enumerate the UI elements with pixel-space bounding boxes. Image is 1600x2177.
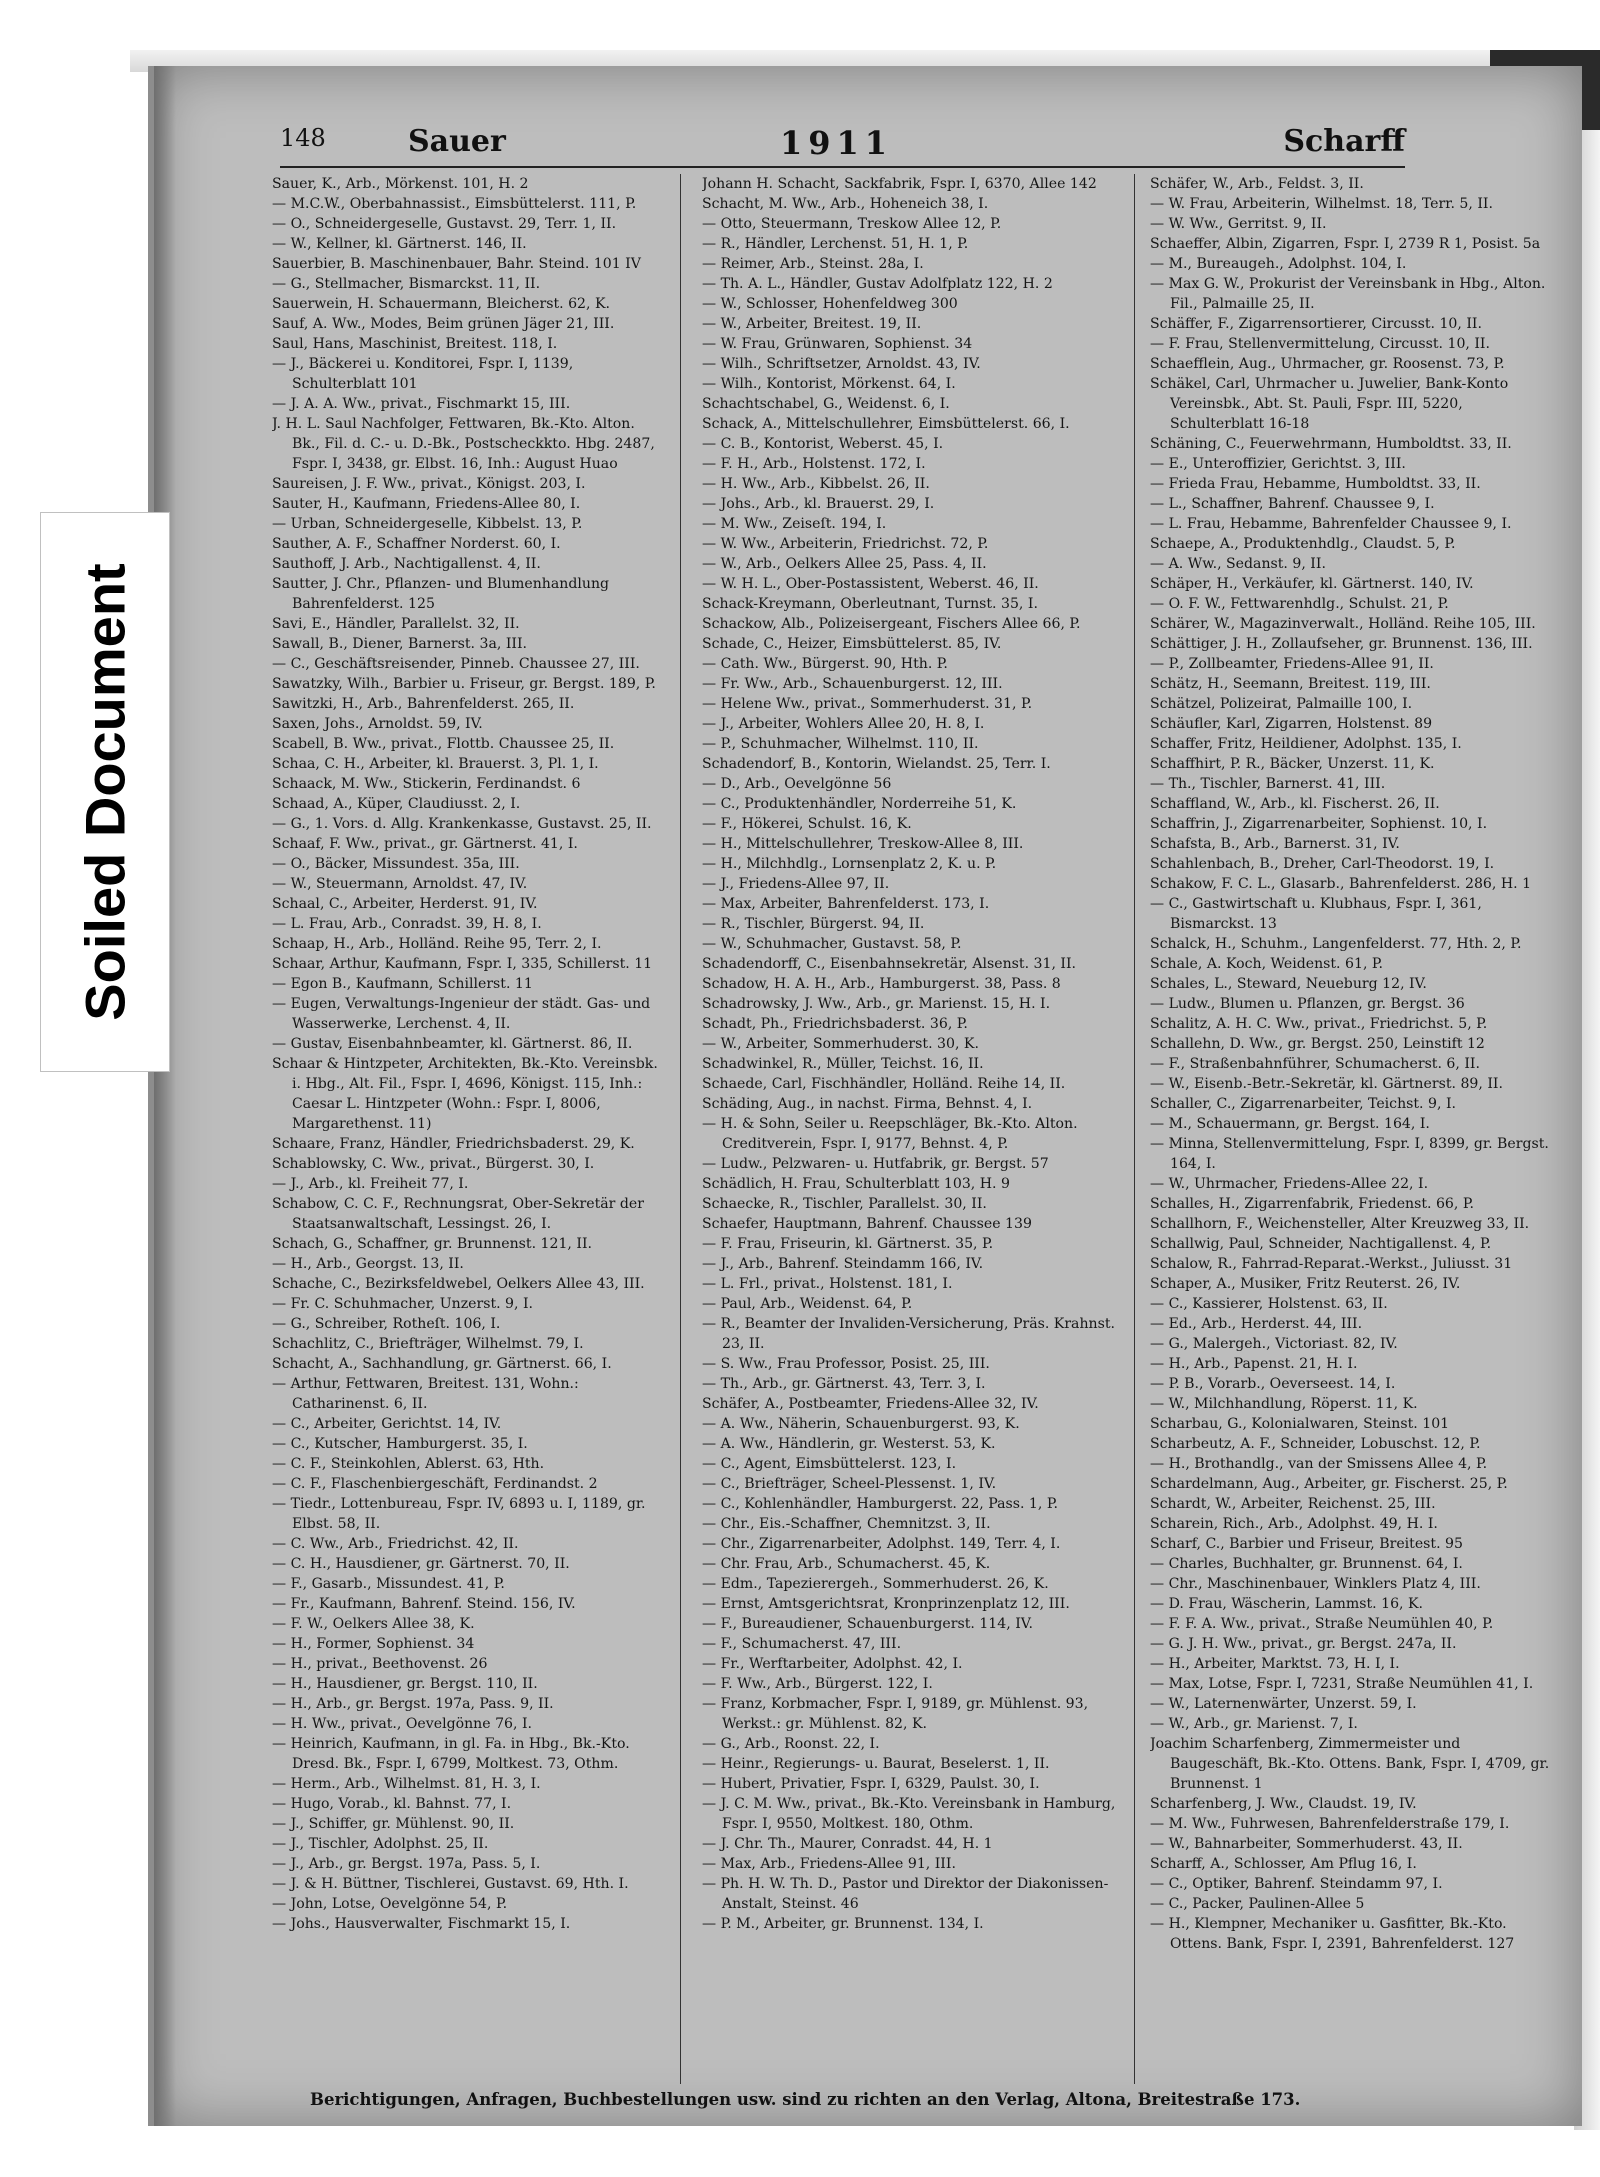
directory-entry: — L. Frl., privat., Holstenst. 181, I.: [702, 1276, 953, 1292]
directory-entry: Schaaf, F. Ww., privat., gr. Gärtnerst. 41, I.: [272, 836, 578, 852]
directory-entry: Schale, A. Koch, Weidenst. 61, P.: [1150, 956, 1384, 972]
directory-entry: — A. Ww., Sedanst. 9, II.: [1150, 556, 1326, 572]
directory-entry: Schalck, H., Schuhm., Langenfelderst. 77, Hth. 2, P.: [1150, 936, 1522, 952]
directory-entry: — H. Ww., Arb., Kibbelst. 26, II.: [702, 476, 930, 492]
directory-entry: Schakow, F. C. L., Glasarb., Bahrenfelderst. 286, H. 1: [1150, 876, 1532, 892]
directory-entry: Schalles, H., Zigarrenfabrik, Friedenst. 66, P.: [1150, 1196, 1474, 1212]
directory-entry: — W. Frau, Grünwaren, Sophienst. 34: [702, 336, 973, 352]
directory-entry: Schaller, C., Zigarrenarbeiter, Teichst. 9, I.: [1150, 1096, 1456, 1112]
directory-entry: Schaffer, Fritz, Heildiener, Adolphst. 135, I.: [1150, 736, 1462, 752]
directory-entry: — Paul, Arb., Weidenst. 64, P.: [702, 1296, 913, 1312]
directory-entry: Schabow, C. C. F., Rechnungsrat, Ober-Sekretär der Staatsanwaltschaft, Lessingst. 26, I.: [272, 1196, 644, 1232]
directory-entry: — A. Ww., Händlerin, gr. Westerst. 53, K.: [702, 1436, 996, 1452]
directory-entry: Schafsta, B., Arb., Barnerst. 31, IV.: [1150, 836, 1400, 852]
directory-entry: Schaper, A., Musiker, Fritz Reuterst. 26, IV.: [1150, 1276, 1461, 1292]
directory-entry: Schachlitz, C., Briefträger, Wilhelmst. 79, I.: [272, 1336, 584, 1352]
directory-entry: — M. Ww., Zeiseſt. 194, I.: [702, 516, 887, 532]
directory-entry: — F. F. A. Ww., privat., Straße Neumühlen 40, P.: [1150, 1616, 1494, 1632]
directory-entry: Joachim Scharfenberg, Zimmermeister und Baugeschäft, Bk.-Kto. Ottens. Bank, Fspr. I, 4709, gr. Brunnenst. 1: [1150, 1736, 1550, 1792]
column-divider: [680, 174, 681, 2084]
directory-entry: Scharein, Rich., Arb., Adolphst. 49, H. I.: [1150, 1516, 1438, 1532]
directory-entry: — C., Kohlenhändler, Hamburgerst. 22, Pass. 1, P.: [702, 1496, 1058, 1512]
directory-entry: Sauerwein, H. Schauermann, Bleicherst. 62, K.: [272, 296, 610, 312]
page-number: 148: [280, 124, 326, 152]
directory-entry: — E., Unteroffizier, Gerichtst. 3, III.: [1150, 456, 1406, 472]
directory-entry: — L. Frau, Hebamme, Bahrenfelder Chaussee 9, I.: [1150, 516, 1512, 532]
directory-entry: — Tiedr., Lottenbureau, Fspr. IV, 6893 u. I, 1189, gr. Elbst. 58, II.: [272, 1496, 646, 1532]
directory-entry: Schablowsky, C. Ww., privat., Bürgerst. 30, I.: [272, 1156, 595, 1172]
directory-entry: — C. H., Hausdiener, gr. Gärtnerst. 70, II.: [272, 1556, 570, 1572]
directory-entry: — Max, Lotse, Fspr. I, 7231, Straße Neumühlen 41, I.: [1150, 1676, 1534, 1692]
directory-entry: — G., 1. Vors. d. Allg. Krankenkasse, Gustavst. 25, II.: [272, 816, 652, 832]
directory-entry: Schaad, A., Küper, Claudiusst. 2, I.: [272, 796, 521, 812]
directory-entry: — W., Arbeiter, Breitest. 19, II.: [702, 316, 922, 332]
directory-entry: — G., Arb., Roonst. 22, I.: [702, 1736, 880, 1752]
directory-entry: — W., Laternenwärter, Unzerst. 59, I.: [1150, 1696, 1417, 1712]
directory-entry: Schade, C., Heizer, Eimsbüttelerst. 85, IV.: [702, 636, 1002, 652]
directory-entry: Schadow, H. A. H., Arb., Hamburgerst. 38, Pass. 8: [702, 976, 1061, 992]
directory-entry: Schaeffer, Albin, Zigarren, Fspr. I, 2739 R 1, Posist. 5a: [1150, 236, 1541, 252]
directory-entry: — H. & Sohn, Seiler u. Reepschläger, Bk.-Kto. Alton. Creditverein, Fspr. I, 9177, Behnst. 4, P.: [702, 1116, 1078, 1152]
directory-entry: Schaffhirt, P. R., Bäcker, Unzerst. 11, K.: [1150, 756, 1435, 772]
directory-entry: — R., Beamter der Invaliden-Versicherung, Präs. Krahnst. 23, II.: [702, 1316, 1115, 1352]
directory-entry: Schallehn, D. Ww., gr. Bergst. 250, Leinstift 12: [1150, 1036, 1485, 1052]
directory-entry: Schalitz, A. H. C. Ww., privat., Friedrichst. 5, P.: [1150, 1016, 1488, 1032]
directory-entry: — C., Produktenhändler, Norderreihe 51, K.: [702, 796, 1017, 812]
directory-entry: Scharfenberg, J. Ww., Claudst. 19, IV.: [1150, 1796, 1417, 1812]
directory-entry: Schach, G., Schaffner, gr. Brunnenst. 121, II.: [272, 1236, 593, 1252]
directory-entry: — Charles, Buchhalter, gr. Brunnenst. 64, I.: [1150, 1556, 1463, 1572]
directory-entry: Schallhorn, F., Weichensteller, Alter Kreuzweg 33, II.: [1150, 1216, 1530, 1232]
directory-entry: — F., Bureaudiener, Schauenburgerst. 114, IV.: [702, 1616, 1033, 1632]
directory-entry: Schadt, Ph., Friedrichsbaderst. 36, P.: [702, 1016, 968, 1032]
directory-entry: — H., Hausdiener, gr. Bergst. 110, II.: [272, 1676, 538, 1692]
directory-entry: — G. J. H. Ww., privat., gr. Bergst. 247a, II.: [1150, 1636, 1457, 1652]
directory-entry: — O., Bäcker, Missundest. 35a, III.: [272, 856, 520, 872]
directory-entry: — Egon B., Kaufmann, Schillerst. 11: [272, 976, 533, 992]
directory-entry: — W., Milchhandlung, Röperst. 11, K.: [1150, 1396, 1418, 1412]
directory-entry: Schaack, M. Ww., Stickerin, Ferdinandst. 6: [272, 776, 581, 792]
directory-entry: Scabell, B. Ww., privat., Flottb. Chaussee 25, II.: [272, 736, 615, 752]
directory-entry: — M.C.W., Oberbahnassist., Eimsbüttelerst. 111, P.: [272, 196, 637, 212]
directory-entry: Schäper, H., Verkäufer, kl. Gärtnerst. 140, IV.: [1150, 576, 1474, 592]
directory-entry: — Herm., Arb., Wilhelmst. 81, H. 3, I.: [272, 1776, 541, 1792]
directory-entry: — H., Former, Sophienst. 34: [272, 1636, 475, 1652]
directory-entry: Schalow, R., Fahrrad-Reparat.-Werkst., Juliusst. 31: [1150, 1256, 1513, 1272]
publisher-notice: Berichtigungen, Anfragen, Buchbestellungen usw. sind zu richten an den Verlag, Altona, Breitestraße 173.: [310, 2090, 1301, 2109]
directory-entry: — G., Malergeh., Victoriast. 82, IV.: [1150, 1336, 1398, 1352]
header-first-name: Sauer: [408, 124, 506, 159]
directory-entry: Schaepe, A., Produktenhdlg., Claudst. 5, P.: [1150, 536, 1456, 552]
directory-entry: Schaal, C., Arbeiter, Herderst. 91, IV.: [272, 896, 538, 912]
directory-entry: — Th., Arb., gr. Gärtnerst. 43, Terr. 3, I.: [702, 1376, 986, 1392]
directory-entry: Schäfer, A., Postbeamter, Friedens-Allee 32, IV.: [702, 1396, 1039, 1412]
directory-entry: — W., Uhrmacher, Friedens-Allee 22, I.: [1150, 1176, 1429, 1192]
directory-entry: Sawatzky, Wilh., Barbier u. Friseur, gr. Bergst. 189, P.: [272, 676, 656, 692]
directory-entry: — Chr. Frau, Arb., Schumacherst. 45, K.: [702, 1556, 991, 1572]
directory-entry: — F., Schumacherst. 47, III.: [702, 1636, 902, 1652]
directory-entry: — M., Bureaugeh., Adolphst. 104, I.: [1150, 256, 1407, 272]
directory-entry: — J. Chr. Th., Maurer, Conradst. 44, H. 1: [702, 1836, 993, 1852]
directory-entry: Savi, E., Händler, Parallelst. 32, II.: [272, 616, 520, 632]
directory-entry: — W. Ww., Arbeiterin, Friedrichst. 72, P.: [702, 536, 989, 552]
directory-entry: — F. Frau, Friseurin, kl. Gärtnerst. 35, P.: [702, 1236, 994, 1252]
directory-entry: — J., Friedens-Allee 97, II.: [702, 876, 890, 892]
directory-entry: Schackow, Alb., Polizeisergeant, Fischers Allee 66, P.: [702, 616, 1081, 632]
directory-entry: — W., Steuermann, Arnoldst. 47, IV.: [272, 876, 528, 892]
page-header: [280, 118, 1405, 168]
directory-entry: — C., Agent, Eimsbüttelerst. 123, I.: [702, 1456, 957, 1472]
directory-entry: — J., Tischler, Adolphst. 25, II.: [272, 1836, 489, 1852]
directory-entry: Schachtschabel, G., Weidenst. 6, I.: [702, 396, 950, 412]
directory-entry: Scharff, A., Schlosser, Am Pflug 16, I.: [1150, 1856, 1417, 1872]
directory-entry: — Wilh., Kontorist, Mörkenst. 64, I.: [702, 376, 956, 392]
directory-entry: — D., Arb., Oevelgönne 56: [702, 776, 892, 792]
directory-entry: — Johs., Arb., kl. Brauerst. 29, I.: [702, 496, 935, 512]
directory-entry: — J., Bäckerei u. Konditorei, Fspr. I, 1139, Schulterblatt 101: [272, 356, 574, 392]
directory-entry: — G., Schreiber, Rotheſt. 106, I.: [272, 1316, 501, 1332]
directory-entry: — M., Schauermann, gr. Bergst. 164, I.: [1150, 1116, 1430, 1132]
directory-entry: Sautter, J. Chr., Pflanzen- und Blumenhandlung Bahrenfelderst. 125: [272, 576, 610, 612]
directory-entry: Sauter, H., Kaufmann, Friedens-Allee 80, I.: [272, 496, 581, 512]
directory-entry: Sawall, B., Diener, Barnerst. 3a, III.: [272, 636, 528, 652]
directory-entry: — F., Straßenbahnführer, Schumacherst. 6, II.: [1150, 1056, 1480, 1072]
directory-entry: Schadendorff, C., Eisenbahnsekretär, Alsenst. 31, II.: [702, 956, 1077, 972]
header-last-name: Scharff: [1283, 124, 1405, 159]
directory-entry: — J., Arb., gr. Bergst. 197a, Pass. 5, I.: [272, 1856, 541, 1872]
directory-entry: — J., Arb., Bahrenf. Steindamm 166, IV.: [702, 1256, 984, 1272]
directory-entry: — J., Arb., kl. Freiheit 77, I.: [272, 1176, 469, 1192]
directory-entry: — Edm., Tapezierergeh., Sommerhuderst. 26, K.: [702, 1576, 1049, 1592]
directory-entry: — R., Tischler, Bürgerst. 94, II.: [702, 916, 925, 932]
directory-entry: — Heinr., Regierungs- u. Baurat, Beselerst. 1, II.: [702, 1756, 1050, 1772]
directory-entry: — C., Briefträger, Scheel-Plessenst. 1, IV.: [702, 1476, 997, 1492]
directory-entry: — P. B., Vorarb., Oeverseest. 14, I.: [1150, 1376, 1396, 1392]
directory-entry: Saul, Hans, Maschinist, Breitest. 118, I.: [272, 336, 558, 352]
directory-entry: Schales, L., Steward, Neueburg 12, IV.: [1150, 976, 1427, 992]
directory-entry: — J., Arbeiter, Wohlers Allee 20, H. 8, I.: [702, 716, 985, 732]
directory-entry: — Arthur, Fettwaren, Breitest. 131, Wohn.: Catharinenst. 6, II.: [272, 1376, 579, 1412]
directory-entry: — C. F., Flaschenbiergeschäft, Ferdinandst. 2: [272, 1476, 598, 1492]
directory-entry: — P., Schuhmacher, Wilhelmst. 110, II.: [702, 736, 979, 752]
directory-entry: — Hubert, Privatier, Fspr. I, 6329, Paulst. 30, I.: [702, 1776, 1040, 1792]
directory-column-2: [702, 174, 1122, 2174]
directory-entry: — P. M., Arbeiter, gr. Brunnenst. 134, I.: [702, 1916, 984, 1932]
directory-entry: — L., Schaffner, Bahrenf. Chaussee 9, I.: [1150, 496, 1435, 512]
directory-entry: — C., Optiker, Bahrenf. Steindamm 97, I.: [1150, 1876, 1443, 1892]
directory-entry: — O., Schneidergeselle, Gustavst. 29, Terr. 1, II.: [272, 216, 617, 232]
directory-entry: — H., Mittelschullehrer, Treskow-Allee 8, III.: [702, 836, 1024, 852]
directory-entry: — O. F. W., Fettwarenhdlg., Schulst. 21, P.: [1150, 596, 1449, 612]
directory-entry: — F. Frau, Stellenvermittelung, Circusst. 10, II.: [1150, 336, 1490, 352]
directory-column-3: [1150, 174, 1550, 2174]
directory-entry: Schardt, W., Arbeiter, Reichenst. 25, III.: [1150, 1496, 1436, 1512]
directory-entry: — Heinrich, Kaufmann, in gl. Fa. in Hbg., Bk.-Kto. Dresd. Bk., Fspr. I, 6799, Moltkest. 73, Othm.: [272, 1736, 630, 1772]
directory-entry: Schaefflein, Aug., Uhrmacher, gr. Roosenst. 73, P.: [1150, 356, 1505, 372]
directory-entry: Schädlich, H. Frau, Schulterblatt 103, H. 9: [702, 1176, 1010, 1192]
directory-entry: — Reimer, Arb., Steinst. 28a, I.: [702, 256, 924, 272]
directory-entry: Schacht, A., Sachhandlung, gr. Gärtnerst. 66, I.: [272, 1356, 612, 1372]
directory-entry: — H., privat., Beethovenst. 26: [272, 1656, 488, 1672]
directory-entry: — W. Frau, Arbeiterin, Wilhelmst. 18, Terr. 5, II.: [1150, 196, 1493, 212]
directory-entry: — F., Gasarb., Missundest. 41, P.: [272, 1576, 505, 1592]
directory-entry: — Ernst, Amtsgerichtsrat, Kronprinzenplatz 12, III.: [702, 1596, 1070, 1612]
directory-entry: — H., Arbeiter, Marktst. 73, H. I, I.: [1150, 1656, 1400, 1672]
directory-entry: — C., Kutscher, Hamburgerst. 35, I.: [272, 1436, 528, 1452]
directory-entry: Schaar, Arthur, Kaufmann, Fspr. I, 335, Schillerst. 11: [272, 956, 653, 972]
directory-entry: Schadrowsky, J. Ww., Arb., gr. Marienst. 15, H. I.: [702, 996, 1051, 1012]
directory-entry: Schätzel, Polizeirat, Palmaille 100, I.: [1150, 696, 1413, 712]
directory-entry: Schättiger, J. H., Zollaufseher, gr. Brunnenst. 136, III.: [1150, 636, 1533, 652]
directory-entry: Johann H. Schacht, Sackfabrik, Fspr. I, 6370, Allee 142: [702, 176, 1097, 192]
header-year: 1911: [780, 124, 894, 162]
directory-entry: — Fr., Werftarbeiter, Adolphst. 42, I.: [702, 1656, 963, 1672]
directory-entry: — H. Ww., privat., Oevelgönne 76, I.: [272, 1716, 533, 1732]
directory-entry: Saxen, Johs., Arnoldst. 59, IV.: [272, 716, 483, 732]
directory-entry: Schäufler, Karl, Zigarren, Holstenst. 89: [1150, 716, 1433, 732]
directory-entry: Schärer, W., Magazinverwalt., Holländ. Reihe 105, III.: [1150, 616, 1536, 632]
directory-entry: — W. H. L., Ober-Postassistent, Weberst. 46, II.: [702, 576, 1039, 592]
directory-entry: Scharbau, G., Kolonialwaren, Steinst. 101: [1150, 1416, 1450, 1432]
directory-entry: — R., Händler, Lerchenst. 51, H. 1, P.: [702, 236, 969, 252]
directory-entry: Schätz, H., Seemann, Breitest. 119, III.: [1150, 676, 1431, 692]
directory-entry: — J. & H. Büttner, Tischlerei, Gustavst. 69, Hth. I.: [272, 1876, 629, 1892]
directory-entry: Schäning, C., Feuerwehrmann, Humboldtst. 33, II.: [1150, 436, 1512, 452]
directory-entry: — H., Milchhdlg., Lornsenplatz 2, K. u. P.: [702, 856, 997, 872]
directory-entry: — M. Ww., Fuhrwesen, Bahrenfelderstraße 179, I.: [1150, 1816, 1510, 1832]
directory-entry: — C., Packer, Paulinen-Allee 5: [1150, 1896, 1365, 1912]
directory-entry: Scharbeutz, A. F., Schneider, Lobuschst. 12, P.: [1150, 1436, 1481, 1452]
directory-entry: — W., Arb., Oelkers Allee 25, Pass. 4, II.: [702, 556, 987, 572]
directory-entry: — John, Lotse, Oevelgönne 54, P.: [272, 1896, 508, 1912]
directory-entry: Schäkel, Carl, Uhrmacher u. Juwelier, Bank-Konto Vereinsbk., Abt. St. Pauli, Fspr. III, 5220, Schulterblatt 16-18: [1150, 376, 1509, 432]
directory-entry: — J. A. A. Ww., privat., Fischmarkt 15, III.: [272, 396, 571, 412]
directory-entry: Schack-Kreymann, Oberleutnant, Turnst. 35, I.: [702, 596, 1038, 612]
directory-entry: Schaar & Hintzpeter, Architekten, Bk.-Kto. Vereinsbk. i. Hbg., Alt. Fil., Fspr. I, 4696, Königst. 115, Inh.: Caesar L. Hintzpeter (Wohn.: Fspr. I, 8006, Margarethenst. 11): [272, 1056, 658, 1132]
directory-entry: — C. B., Kontorist, Weberst. 45, I.: [702, 436, 944, 452]
directory-entry: — F. H., Arb., Holstenst. 172, I.: [702, 456, 926, 472]
directory-entry: — Hugo, Vorab., kl. Bahnst. 77, I.: [272, 1796, 512, 1812]
directory-entry: Schaa, C. H., Arbeiter, kl. Brauerst. 3, Pl. 1, I.: [272, 756, 599, 772]
directory-entry: — W., Schuhmacher, Gustavst. 58, P.: [702, 936, 962, 952]
directory-entry: Schaffrin, J., Zigarrenarbeiter, Sophienst. 10, I.: [1150, 816, 1488, 832]
directory-entry: — H., Arb., gr. Bergst. 197a, Pass. 9, II.: [272, 1696, 554, 1712]
directory-entry: — J., Schiffer, gr. Mühlenst. 90, II.: [272, 1816, 515, 1832]
directory-entry: — Helene Ww., privat., Sommerhuderst. 31, P.: [702, 696, 1033, 712]
directory-entry: — J. C. M. Ww., privat., Bk.-Kto. Vereinsbank in Hamburg, Fspr. I, 9550, Moltkest. 180, Othm.: [702, 1796, 1116, 1832]
directory-entry: — Ed., Arb., Herderst. 44, III.: [1150, 1316, 1363, 1332]
directory-entry: — H., Brothandlg., van der Smissens Allee 4, P.: [1150, 1456, 1488, 1472]
directory-entry: — Th., Tischler, Barnerst. 41, III.: [1150, 776, 1386, 792]
directory-entry: Schaffland, W., Arb., kl. Fischerst. 26, II.: [1150, 796, 1440, 812]
directory-entry: — Max, Arb., Friedens-Allee 91, III.: [702, 1856, 956, 1872]
directory-entry: Schadwinkel, R., Müller, Teichst. 16, II.: [702, 1056, 984, 1072]
directory-entry: — D. Frau, Wäscherin, Lammst. 16, K.: [1150, 1596, 1424, 1612]
directory-entry: — Fr. Ww., Arb., Schauenburgerst. 12, III.: [702, 676, 1003, 692]
directory-entry: — F. Ww., Arb., Bürgerst. 122, I.: [702, 1676, 933, 1692]
directory-entry: — A. Ww., Näherin, Schauenburgerst. 93, K.: [702, 1416, 1020, 1432]
directory-column-1: [272, 174, 662, 2174]
directory-entry: — C., Geschäftsreisender, Pinneb. Chaussee 27, III.: [272, 656, 640, 672]
directory-entry: Sauer, K., Arb., Mörkenst. 101, H. 2: [272, 176, 529, 192]
directory-entry: — W., Schlosser, Hohenfeldweg 300: [702, 296, 958, 312]
directory-entry: — C., Arbeiter, Gerichtst. 14, IV.: [272, 1416, 502, 1432]
directory-entry: — Cath. Ww., Bürgerst. 90, Hth. P.: [702, 656, 948, 672]
directory-entry: Schacht, M. Ww., Arb., Hoheneich 38, I.: [702, 196, 989, 212]
directory-entry: Sauthoff, J. Arb., Nachtigallenst. 4, II.: [272, 556, 541, 572]
directory-entry: — Eugen, Verwaltungs-Ingenieur der städt. Gas- und Wasserwerke, Lerchenst. 4, II.: [272, 996, 651, 1032]
directory-entry: Schäfer, W., Arb., Feldst. 3, II.: [1150, 176, 1364, 192]
directory-entry: — Gustav, Eisenbahnbeamter, kl. Gärtnerst. 86, II.: [272, 1036, 633, 1052]
column-divider: [1134, 174, 1135, 2084]
directory-entry: Schardelmann, Aug., Arbeiter, gr. Fischerst. 25, P.: [1150, 1476, 1508, 1492]
directory-entry: — W., Eisenb.-Betr.-Sekretär, kl. Gärtnerst. 89, II.: [1150, 1076, 1503, 1092]
directory-entry: — Urban, Schneidergeselle, Kibbelst. 13, P.: [272, 516, 583, 532]
directory-entry: — Franz, Korbmacher, Fspr. I, 9189, gr. Mühlenst. 93, Werkst.: gr. Mühlenst. 82, K.: [702, 1696, 1089, 1732]
directory-entry: — Ludw., Blumen u. Pflanzen, gr. Bergst. 36: [1150, 996, 1465, 1012]
directory-entry: — Frieda Frau, Hebamme, Humboldtst. 33, II.: [1150, 476, 1481, 492]
directory-entry: — W. Ww., Gerritst. 9, II.: [1150, 216, 1327, 232]
directory-entry: Schaefer, Hauptmann, Bahrenf. Chaussee 139: [702, 1216, 1032, 1232]
directory-entry: — Chr., Eis.-Schaffner, Chemnitzst. 3, II.: [702, 1516, 991, 1532]
directory-entry: — Fr. C. Schuhmacher, Unzerst. 9, I.: [272, 1296, 534, 1312]
directory-entry: — S. Ww., Frau Professor, Posist. 25, III.: [702, 1356, 990, 1372]
directory-entry: Schaare, Franz, Händler, Friedrichsbaderst. 29, K.: [272, 1136, 635, 1152]
directory-entry: Sauther, A. F., Schaffner Norderst. 60, I.: [272, 536, 561, 552]
directory-entry: — Th. A. L., Händler, Gustav Adolfplatz 122, H. 2: [702, 276, 1053, 292]
directory-entry: Schäffer, F., Zigarrensortierer, Circusst. 10, II.: [1150, 316, 1482, 332]
directory-entry: Scharf, C., Barbier und Friseur, Breitest. 95: [1150, 1536, 1463, 1552]
directory-entry: Saureisen, J. F. Ww., privat., Königst. 203, I.: [272, 476, 586, 492]
directory-entry: Schaede, Carl, Fischhändler, Holländ. Reihe 14, II.: [702, 1076, 1066, 1092]
directory-entry: — P., Zollbeamter, Friedens-Allee 91, II.: [1150, 656, 1434, 672]
directory-entry: Schack, A., Mittelschullehrer, Eimsbüttelerst. 66, I.: [702, 416, 1070, 432]
directory-entry: Schache, C., Bezirksfeldwebel, Oelkers Allee 43, III.: [272, 1276, 645, 1292]
directory-entry: — W., Bahnarbeiter, Sommerhuderst. 43, II.: [1150, 1836, 1463, 1852]
directory-entry: — Otto, Steuermann, Treskow Allee 12, P.: [702, 216, 1002, 232]
directory-entry: — H., Arb., Papenst. 21, H. I.: [1150, 1356, 1358, 1372]
directory-entry: — Wilh., Schriftsetzer, Arnoldst. 43, IV.: [702, 356, 981, 372]
directory-entry: — Chr., Zigarrenarbeiter, Adolphst. 149, Terr. 4, I.: [702, 1536, 1061, 1552]
directory-entry: — Ph. H. W. Th. D., Pastor und Direktor der Diakonissen-Anstalt, Steinst. 46: [702, 1876, 1109, 1912]
stamp-label: Soiled Document: [73, 563, 137, 1021]
directory-entry: Schadendorf, B., Kontorin, Wielandst. 25, Terr. I.: [702, 756, 1051, 772]
directory-entry: — L. Frau, Arb., Conradst. 39, H. 8, I.: [272, 916, 542, 932]
directory-entry: — Max, Arbeiter, Bahrenfelderst. 173, I.: [702, 896, 990, 912]
directory-entry: — C., Gastwirtschaft u. Klubhaus, Fspr. I, 361, Bismarckst. 13: [1150, 896, 1482, 932]
directory-entry: Sauf, A. Ww., Modes, Beim grünen Jäger 21, III.: [272, 316, 615, 332]
directory-entry: — Minna, Stellenvermittelung, Fspr. I, 8399, gr. Bergst. 164, I.: [1150, 1136, 1549, 1172]
directory-entry: — Fr., Kaufmann, Bahrenf. Steind. 156, IV.: [272, 1596, 576, 1612]
directory-entry: — H., Arb., Georgst. 13, II.: [272, 1256, 464, 1272]
directory-entry: — W., Arbeiter, Sommerhuderst. 30, K.: [702, 1036, 979, 1052]
directory-entry: — Chr., Maschinenbauer, Winklers Platz 4, III.: [1150, 1576, 1481, 1592]
directory-entry: J. H. L. Saul Nachfolger, Fettwaren, Bk.-Kto. Alton. Bk., Fil. d. C.- u. D.-Bk., Postscheckkto. Hbg. 2487, Fspr. I, 3438, gr. Elbst. 16, Inh.: August Huao: [272, 416, 655, 472]
directory-entry: — W., Arb., gr. Marienst. 7, I.: [1150, 1716, 1358, 1732]
directory-entry: — G., Stellmacher, Bismarckst. 11, II.: [272, 276, 541, 292]
directory-entry: — Ludw., Pelzwaren- u. Hutfabrik, gr. Bergst. 57: [702, 1156, 1049, 1172]
directory-entry: Sawitzki, H., Arb., Bahrenfelderst. 265, II.: [272, 696, 575, 712]
directory-entry: Sauerbier, B. Maschinenbauer, Bahr. Steind. 101 IV: [272, 256, 641, 272]
directory-entry: — Johs., Hausverwalter, Fischmarkt 15, I.: [272, 1916, 571, 1932]
directory-entry: — C., Kassierer, Holstenst. 63, II.: [1150, 1296, 1388, 1312]
directory-entry: — Max G. W., Prokurist der Vereinsbank in Hbg., Alton. Fil., Palmaille 25, II.: [1150, 276, 1546, 312]
directory-entry: — F., Hökerei, Schulst. 16, K.: [702, 816, 912, 832]
directory-entry: — C. F., Steinkohlen, Ablerst. 63, Hth.: [272, 1456, 545, 1472]
directory-entry: — C. Ww., Arb., Friedrichst. 42, II.: [272, 1536, 519, 1552]
directory-entry: — W., Kellner, kl. Gärtnerst. 146, II.: [272, 236, 527, 252]
directory-entry: Schahlenbach, B., Dreher, Carl-Theodorst. 19, I.: [1150, 856, 1495, 872]
directory-entry: — F. W., Oelkers Allee 38, K.: [272, 1616, 475, 1632]
soiled-document-stamp: [40, 512, 170, 1072]
directory-entry: — H., Klempner, Mechaniker u. Gasfitter, Bk.-Kto. Ottens. Bank, Fspr. I, 2391, Bahrenfelderst. 127: [1150, 1916, 1515, 1952]
directory-entry: Schallwig, Paul, Schneider, Nachtigallenst. 4, P.: [1150, 1236, 1492, 1252]
directory-entry: Schaecke, R., Tischler, Parallelst. 30, II.: [702, 1196, 987, 1212]
directory-entry: Schaap, H., Arb., Holländ. Reihe 95, Terr. 2, I.: [272, 936, 602, 952]
directory-entry: Schäding, Aug., in nachst. Firma, Behnst. 4, I.: [702, 1096, 1033, 1112]
